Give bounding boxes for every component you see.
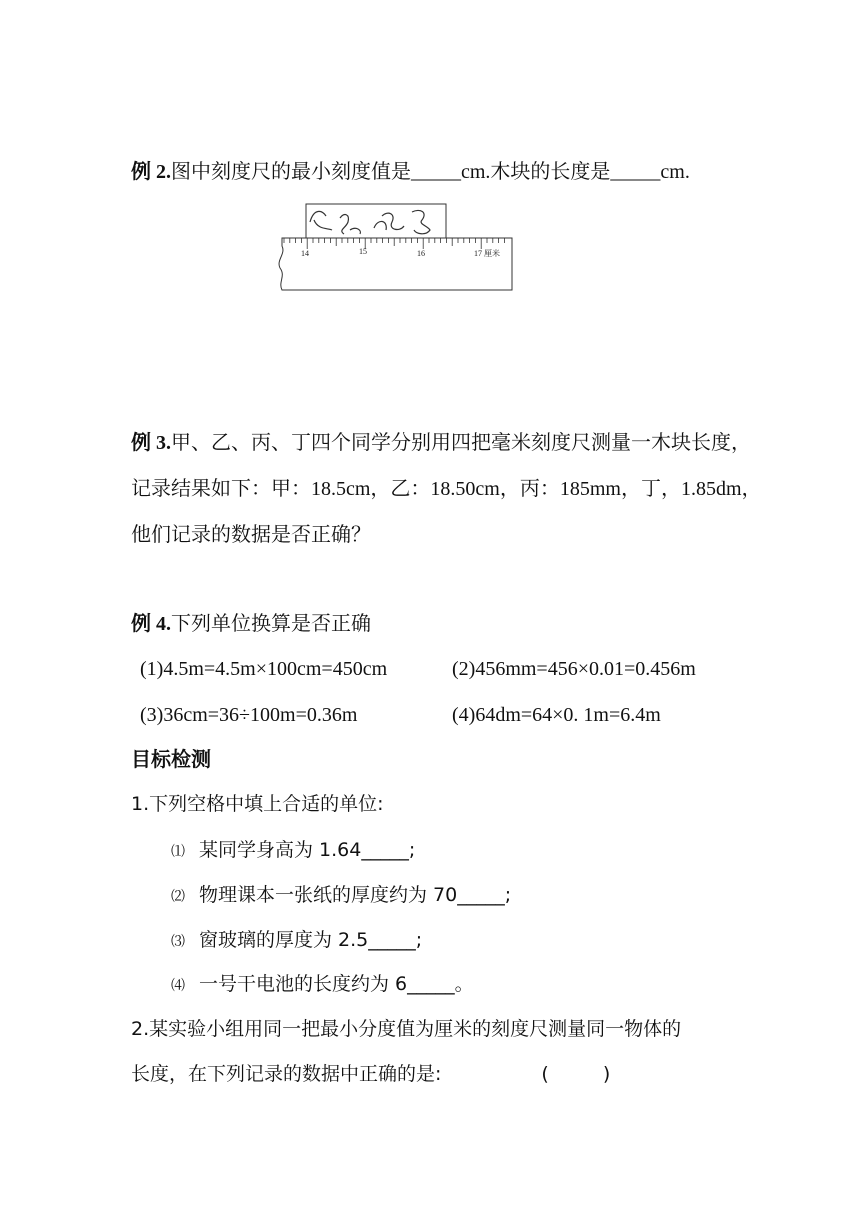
ruler-figure bbox=[278, 200, 516, 294]
example-4-item-1: (1)4.5m=4.5m×100cm=450cm bbox=[140, 658, 388, 680]
ruler-diagram bbox=[278, 200, 516, 294]
item-text: 物理课本一张纸的厚度约为 70_____; bbox=[199, 884, 512, 906]
example-2-label: 例 2. bbox=[131, 161, 171, 183]
question-1-item bbox=[171, 970, 474, 1000]
example-4-item-3: (3)36cm=36÷100m=0.36m bbox=[140, 704, 358, 726]
question-1-item bbox=[171, 836, 415, 866]
example-4-item-4: (4)64dm=64×0. 1m=6.4m bbox=[452, 704, 661, 726]
question-1: 1.下列空格中填上合适的单位: bbox=[131, 793, 384, 815]
example-3-label: 例 3. bbox=[131, 432, 171, 454]
example-4-label: 例 4. bbox=[131, 613, 171, 635]
question-2-text: 长度，在下列记录的数据中正确的是: bbox=[131, 1063, 442, 1085]
question-2-line-2 bbox=[131, 1060, 610, 1088]
tick-label-16: 16 bbox=[417, 249, 425, 258]
example-3-line-3: 他们记录的数据是否正确？ bbox=[131, 524, 371, 546]
question-2-line-1: 2.某实验小组用同一把最小分度值为厘米的刻度尺测量同一物体的 bbox=[131, 1018, 682, 1040]
example-3-line-2: 记录结果如下：甲：18.5cm，乙：18.50cm，丙：185mm，丁，1.85dm， bbox=[131, 478, 762, 500]
item-number: ⑴ bbox=[171, 844, 185, 860]
item-text: 一号干电池的长度约为 6_____。 bbox=[199, 973, 474, 995]
example-3-text: 甲、乙、丙、丁四个同学分别用四把毫米刻度尺测量一木块长度， bbox=[171, 432, 751, 454]
example-4-text: 下列单位换算是否正确 bbox=[171, 613, 371, 635]
item-number: ⑷ bbox=[171, 978, 185, 994]
example-2-text: 图中刻度尺的最小刻度值是_____cm.木块的长度是_____cm. bbox=[171, 161, 690, 183]
question-1-item bbox=[171, 881, 511, 911]
item-text: 窗玻璃的厚度为 2.5_____; bbox=[199, 929, 423, 951]
tick-label-15: 15 bbox=[359, 247, 367, 256]
section-title: 目标检测 bbox=[131, 747, 211, 771]
item-number: ⑵ bbox=[171, 889, 185, 905]
ruler-body bbox=[279, 238, 512, 290]
example-3-line-1 bbox=[131, 429, 751, 457]
item-number: ⑶ bbox=[171, 934, 185, 950]
example-2 bbox=[131, 158, 690, 186]
example-4-item-2: (2)456mm=456×0.01=0.456m bbox=[452, 658, 696, 680]
answer-paren-open: ( bbox=[541, 1063, 549, 1085]
tick-label-14: 14 bbox=[301, 249, 309, 258]
question-1-item bbox=[171, 926, 422, 956]
tick-label-17: 17 厘米 bbox=[474, 249, 500, 258]
example-4 bbox=[131, 610, 371, 638]
item-text: 某同学身高为 1.64_____; bbox=[199, 839, 416, 861]
answer-paren-close: ) bbox=[602, 1063, 611, 1085]
